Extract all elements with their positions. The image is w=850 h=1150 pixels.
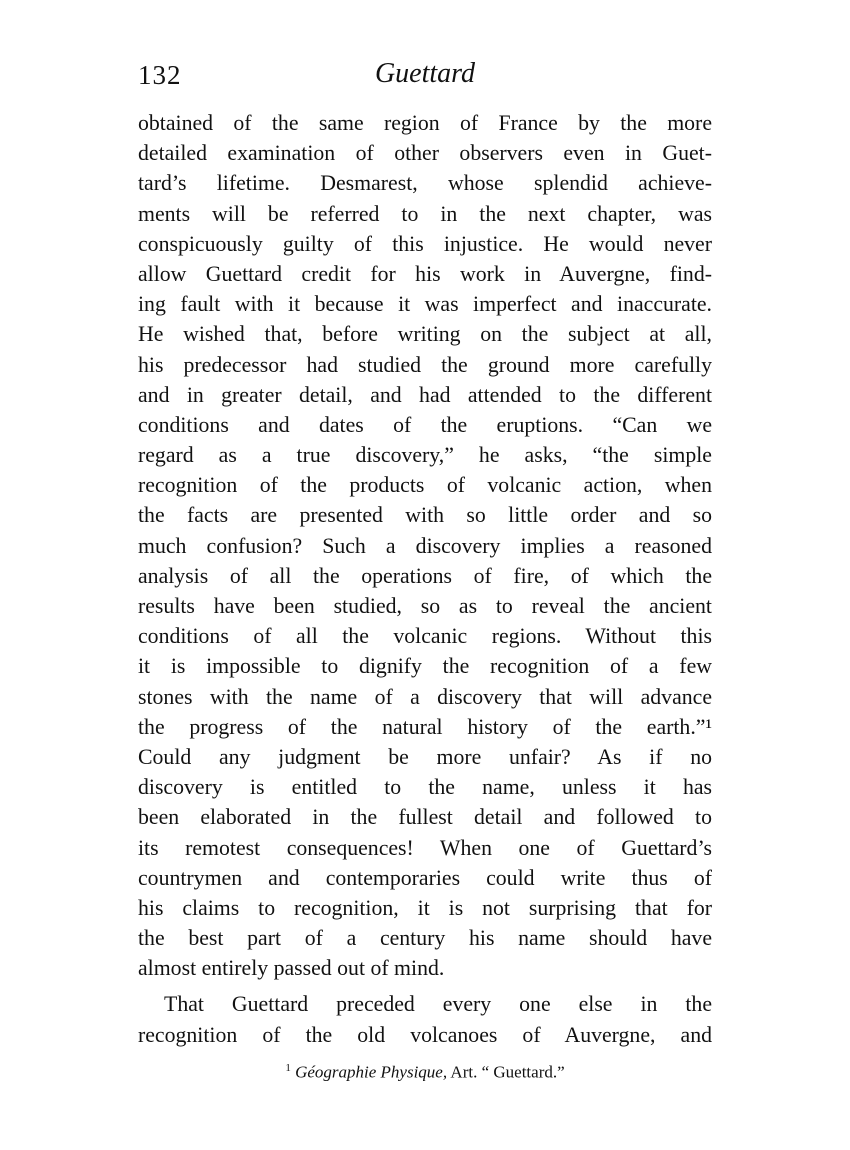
text-line: almost entirely passed out of mind.	[138, 956, 445, 981]
text-line: tard’s lifetime. Desmarest, whose splendid achieve-	[138, 171, 712, 196]
text-line: countrymen and contemporaries could write thus of	[138, 865, 712, 890]
text-line: results have been studied, so as to reveal the ancient	[138, 594, 712, 618]
text-line: conditions and dates of the eruptions. “Can we	[138, 412, 712, 437]
text-line: the best part of a century his name should have	[138, 926, 712, 951]
text-line: conditions of all the volcanic regions. Without this	[138, 624, 712, 649]
text-line: regard as a true discovery,” he asks, “the simple	[138, 443, 712, 468]
footnote	[0, 1062, 850, 1083]
text-line: the facts are presented with so little order and so	[138, 503, 712, 528]
text-line: much confusion? Such a discovery implies a reasoned	[138, 533, 712, 558]
text-line: stones with the name of a discovery that will advance	[138, 684, 712, 709]
paragraph-2	[138, 989, 712, 1049]
footnote-work-title: Géographie Physique,	[295, 1062, 448, 1082]
text-line: He wished that, before writing on the subject at all,	[138, 322, 712, 347]
footnote-text: Art. “ Guettard.”	[447, 1062, 565, 1082]
text-line: detailed examination of other observers even in Guet-	[138, 141, 712, 166]
body-text	[138, 108, 712, 1050]
text-line: been elaborated in the fullest detail and followed to	[138, 805, 712, 830]
text-line: obtained of the same region of France by the more	[138, 111, 712, 135]
text-line: allow Guettard credit for his work in Auvergne, find-	[138, 261, 712, 286]
text-line: the progress of the natural history of the earth.”¹	[138, 714, 712, 739]
text-line: its remotest consequences! When one of Guettard’s	[138, 835, 712, 860]
text-line: That Guettard preceded every one else in the	[164, 992, 712, 1017]
text-line: Could any judgment be more unfair? As if no	[138, 744, 712, 769]
running-title: Guettard	[374, 58, 476, 89]
text-line: his predecessor had studied the ground more carefully	[138, 352, 712, 377]
text-line: recognition of the products of volcanic action, when	[138, 473, 712, 498]
text-line: conspicuously guilty of this injustice. He would never	[138, 231, 712, 256]
footnote-marker: 1	[285, 1062, 291, 1074]
text-line: analysis of all the operations of fire, of which the	[138, 563, 712, 588]
page-number: 132	[138, 60, 182, 90]
text-line: and in greater detail, and had attended to the different	[138, 382, 712, 407]
running-head	[138, 58, 712, 98]
text-line: it is impossible to dignify the recognition of a few	[138, 654, 712, 679]
text-line: discovery is entitled to the name, unless it has	[138, 775, 712, 800]
text-line: ments will be referred to in the next chapter, was	[138, 201, 712, 226]
text-line: recognition of the old volcanoes of Auvergne, and	[138, 1022, 712, 1047]
text-line: ing fault with it because it was imperfect and inaccurate.	[138, 292, 712, 317]
paragraph-1	[138, 108, 712, 983]
text-line: his claims to recognition, it is not surprising that for	[138, 895, 712, 920]
